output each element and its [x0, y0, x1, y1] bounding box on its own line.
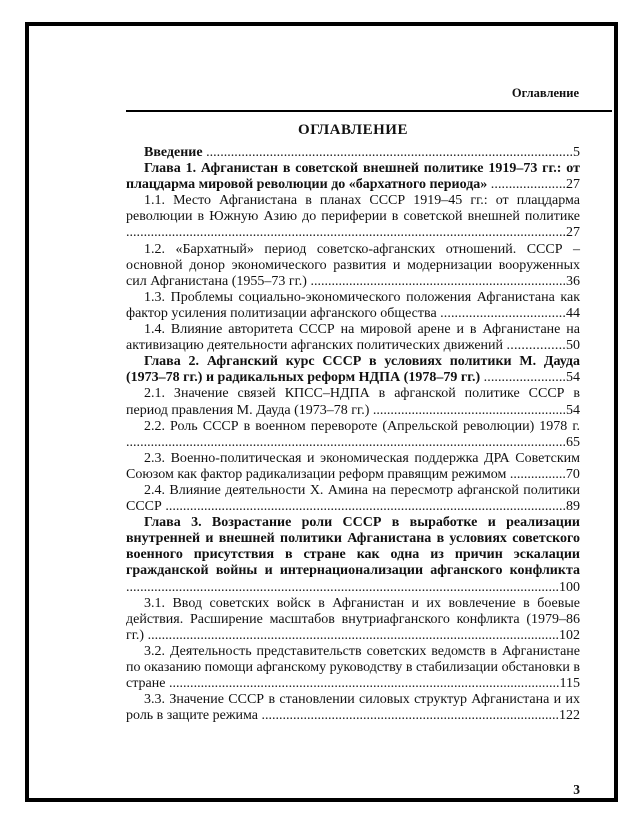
- toc-entry-text: 1.1. Место Афганистана в планах СССР 1919–45 гг.: от плацдарма революции в Южную Азию до периферии в советской внешней политике: [126, 193, 580, 225]
- toc-entry-page-number: 36: [565, 273, 580, 289]
- toc-entry-text: 1.3. Проблемы социально-экономического положения Афганистана как фактор усиления политизации афганского общества: [126, 289, 580, 321]
- toc-entry: [126, 419, 580, 451]
- toc-entry-text: Глава 2. Афганский курс СССР в условиях политики М. Дауда (1973–78 гг.) и радикальных реформ НДПА (1978–79 гг.): [126, 354, 580, 386]
- toc-entry: [126, 451, 580, 483]
- dot-leader: ...........................................................................................................................: [126, 579, 559, 595]
- dot-leader: .....................................................................................................................: [147, 627, 559, 643]
- toc-entry-text: 1.2. «Бархатный» период советско-афганских отношений. СССР – основной донор экономического развития и модернизации вооруженных сил Афганистана (1955–73 гг.): [126, 241, 580, 289]
- toc-entry-page-number: 100: [559, 579, 580, 595]
- toc-entry-page-number: 89: [566, 499, 580, 515]
- toc-entry-text: 3.1. Ввод советских войск в Афганистан и их вовлечение в боевые действия. Расширение масштабов внутриафганского конфликта (1979–86 гг.): [126, 595, 580, 643]
- toc-entry: [126, 354, 580, 386]
- toc-entry-text: 1.4. Влияние авторитета СССР на мировой арене и в Афганистане на активизацию деятельности афганских политических движений: [126, 322, 580, 354]
- toc-entry: [126, 515, 580, 595]
- toc-entry-page-number: 54: [566, 370, 580, 386]
- dot-leader: .........................................................................: [310, 273, 566, 289]
- toc-entry: [126, 596, 580, 644]
- dot-leader: .......................: [483, 370, 566, 386]
- toc-entry-text: 2.3. Военно-политическая и экономическая поддержка ДРА Советским Союзом как фактор радикализации реформ правящим режимом: [126, 450, 580, 482]
- toc-entry: [126, 692, 580, 724]
- dot-leader: .....................................................................................: [261, 708, 560, 724]
- toc-entry: [126, 483, 580, 515]
- dot-leader: ................: [509, 466, 566, 482]
- page-number: 3: [573, 782, 580, 797]
- toc-entry: [126, 644, 580, 692]
- dot-leader: ................: [506, 338, 566, 354]
- dot-leader: .......................................................: [372, 402, 566, 418]
- dot-leader: .............................................................................................................................: [126, 434, 566, 450]
- toc-entry: [126, 322, 580, 354]
- dot-leader: ........................................................................................................: [206, 145, 573, 160]
- toc-entry: [126, 290, 580, 322]
- toc-entry-page-number: 54: [566, 402, 580, 418]
- toc-entry-page-number: 115: [559, 676, 580, 692]
- toc-entry-page-number: 27: [566, 177, 580, 193]
- toc-entry-text: 2.4. Влияние деятельности Х. Амина на пересмотр афганской политики СССР: [126, 482, 580, 515]
- toc-entry-page-number: 50: [566, 338, 580, 354]
- dot-leader: ..................................................................................................................: [165, 499, 566, 515]
- toc-entry: [126, 161, 580, 193]
- toc-entry: [126, 193, 580, 241]
- toc-entry-page-number: 5: [573, 145, 580, 160]
- dot-leader: ...................................: [440, 305, 566, 321]
- dot-leader: .....................: [490, 177, 566, 193]
- running-head: Оглавление: [511, 86, 579, 100]
- toc-entry-text: Глава 1. Афганистан в советской внешней политике 1919–73 гг.: от плацдарма мировой революции до «бархатного периода»: [126, 161, 580, 193]
- toc-entry-text: 2.1. Значение связей КПСС–НДПА в афганской политике СССР в период правления М. Дауда (1973–78 гг.): [126, 386, 580, 418]
- toc-entry-page-number: 122: [559, 708, 581, 724]
- toc-entry: [126, 386, 580, 418]
- toc-entry-page-number: 65: [566, 434, 580, 450]
- toc-title: ОГЛАВЛЕНИЕ: [298, 122, 408, 138]
- toc-entry-page-number: 70: [565, 466, 580, 482]
- toc-entry-text: Введение: [144, 145, 207, 160]
- toc-entry-text: 3.2. Деятельность представительств советских ведомств в Афганистане по оказанию помощи афганскому руководству в стабилизации обстановки в стране: [126, 643, 580, 692]
- toc-entry-page-number: 27: [566, 225, 580, 241]
- dot-leader: .............................................................................................................................: [126, 225, 566, 241]
- toc-entry-text: 3.3. Значение СССР в становлении силовых структур Афганистана и их роль в защите режима: [126, 692, 580, 724]
- toc-entry-page-number: 102: [559, 627, 580, 643]
- toc-entry: [126, 242, 580, 290]
- header-rule: [126, 110, 612, 112]
- toc-entry-text: 2.2. Роль СССР в военном перевороте (Апрельской революции) 1978 г.: [144, 418, 580, 434]
- toc-entry-text: Глава 3. Возрастание роли СССР в выработке и реализации внутренней и внешней политики Афганистана в условиях советского военного присутствия в стране как одна из причин эскалации гражданской войны и интернационализации афганского конфликта: [126, 515, 580, 579]
- toc-entry-page-number: 44: [566, 305, 580, 321]
- page-frame: [25, 22, 618, 802]
- toc-entry: [126, 145, 580, 161]
- dot-leader: ...............................................................................................................: [168, 676, 560, 692]
- toc-list: [126, 145, 580, 724]
